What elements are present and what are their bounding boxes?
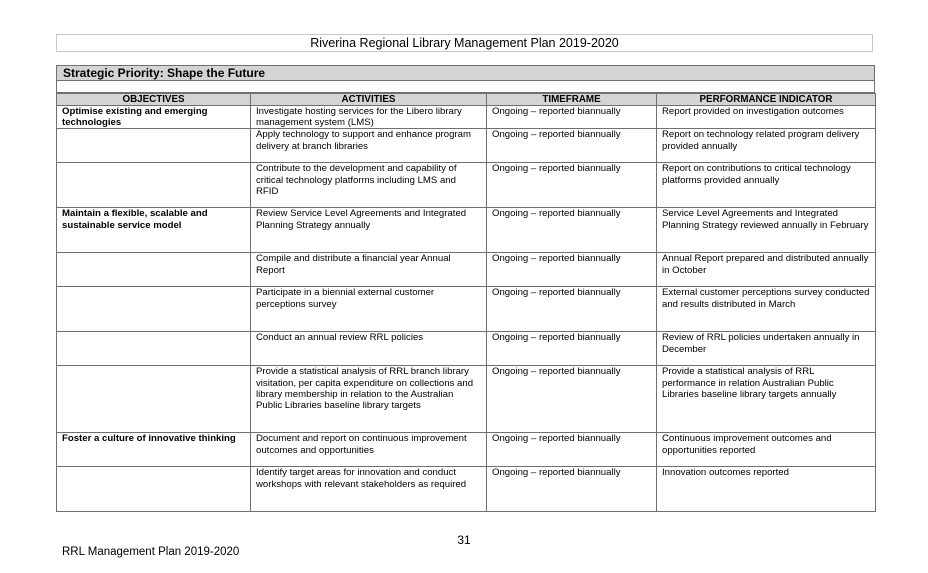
header-activities: ACTIVITIES [251, 94, 487, 106]
timeframe-cell: Ongoing – reported biannually [487, 332, 657, 366]
indicator-cell: Innovation outcomes reported [657, 467, 876, 512]
activity-cell: Provide a statistical analysis of RRL branch library visitation, per capita expenditure on collections and library membership in relation to the Australian Public Libraries baseline library targets [251, 366, 487, 433]
activity-cell: Document and report on continuous improvement outcomes and opportunities [251, 433, 487, 467]
indicator-cell: Continuous improvement outcomes and opportunities reported [657, 433, 876, 467]
table-row [57, 208, 876, 253]
table-row [57, 287, 876, 332]
timeframe-cell: Ongoing – reported biannually [487, 163, 657, 208]
timeframe-cell: Ongoing – reported biannually [487, 208, 657, 253]
table-row [57, 433, 876, 467]
header-performance-indicator: PERFORMANCE INDICATOR [657, 94, 876, 106]
indicator-cell: Report on contributions to critical technology platforms provided annually [657, 163, 876, 208]
management-plan-table [56, 93, 876, 512]
table-header-row [57, 94, 876, 106]
header-objectives: OBJECTIVES [57, 94, 251, 106]
activity-cell: Review Service Level Agreements and Integrated Planning Strategy annually [251, 208, 487, 253]
indicator-cell: Review of RRL policies undertaken annually in December [657, 332, 876, 366]
activity-cell: Participate in a biennial external customer perceptions survey [251, 287, 487, 332]
timeframe-cell: Ongoing – reported biannually [487, 287, 657, 332]
activity-cell: Compile and distribute a financial year Annual Report [251, 253, 487, 287]
timeframe-cell: Ongoing – reported biannually [487, 253, 657, 287]
timeframe-cell: Ongoing – reported biannually [487, 433, 657, 467]
table-row [57, 366, 876, 433]
activity-cell: Contribute to the development and capability of critical technology platforms including LMS and RFID [251, 163, 487, 208]
indicator-cell: External customer perceptions survey conducted and results distributed in March [657, 287, 876, 332]
objective-cell [57, 467, 251, 512]
timeframe-cell: Ongoing – reported biannually [487, 129, 657, 163]
table-row [57, 129, 876, 163]
timeframe-cell: Ongoing – reported biannually [487, 366, 657, 433]
objective-cell: Foster a culture of innovative thinking [57, 433, 251, 467]
objective-cell [57, 332, 251, 366]
activity-cell: Apply technology to support and enhance program delivery at branch libraries [251, 129, 487, 163]
objective-cell [57, 366, 251, 433]
document-title: Riverina Regional Library Management Plan 2019-2020 [56, 34, 873, 52]
table-row [57, 253, 876, 287]
page-number: 31 [457, 533, 471, 547]
activity-cell: Identify target areas for innovation and conduct workshops with relevant stakeholders as required [251, 467, 487, 512]
objective-cell [57, 287, 251, 332]
footer-text: RRL Management Plan 2019-2020 [62, 546, 240, 558]
activity-cell: Investigate hosting services for the Libero library management system (LMS) [251, 106, 487, 129]
objective-cell [57, 163, 251, 208]
objective-cell: Optimise existing and emerging technologies [57, 106, 251, 129]
objective-cell: Maintain a flexible, scalable and sustainable service model [57, 208, 251, 253]
timeframe-cell: Ongoing – reported biannually [487, 106, 657, 129]
priority-spacer [56, 80, 875, 93]
table-row [57, 332, 876, 366]
indicator-cell: Report provided on investigation outcomes [657, 106, 876, 129]
header-timeframe: TIMEFRAME [487, 94, 657, 106]
table-row [57, 467, 876, 512]
table-row [57, 163, 876, 208]
objective-cell [57, 129, 251, 163]
indicator-cell: Annual Report prepared and distributed annually in October [657, 253, 876, 287]
timeframe-cell: Ongoing – reported biannually [487, 467, 657, 512]
table-row [57, 106, 876, 129]
strategic-priority-heading: Strategic Priority: Shape the Future [56, 65, 875, 81]
activity-cell: Conduct an annual review RRL policies [251, 332, 487, 366]
indicator-cell: Report on technology related program delivery provided annually [657, 129, 876, 163]
indicator-cell: Provide a statistical analysis of RRL performance in relation Australian Public Libraries baseline library targets annually [657, 366, 876, 433]
objective-cell [57, 253, 251, 287]
indicator-cell: Service Level Agreements and Integrated Planning Strategy reviewed annually in February [657, 208, 876, 253]
